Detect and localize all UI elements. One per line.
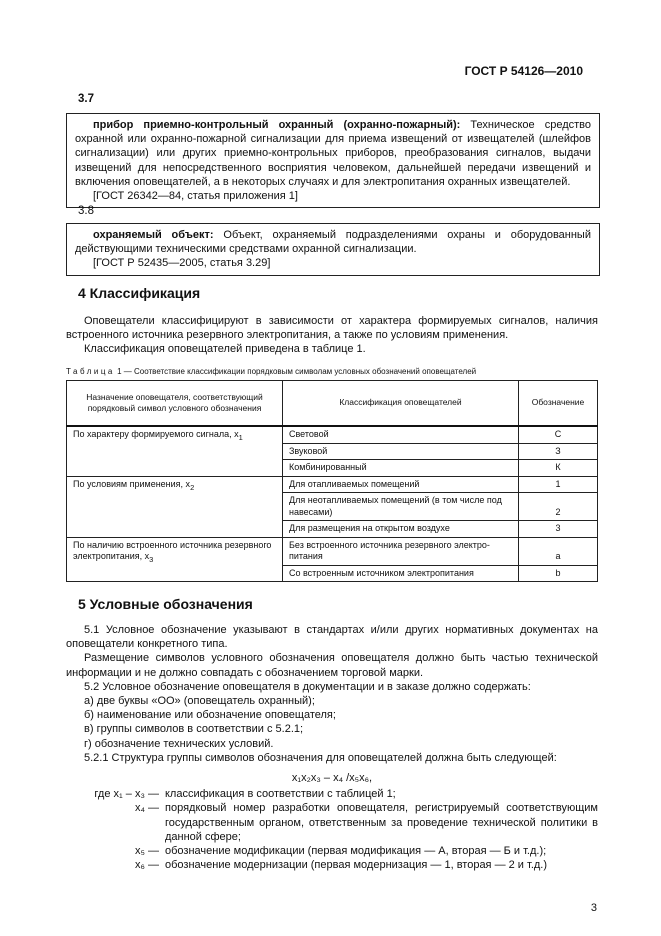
- term-number: 3.8: [78, 205, 94, 217]
- table-cell-designation: 1: [519, 476, 598, 493]
- table-cell-purpose: По условиям применения, $x_2$: [67, 476, 283, 537]
- table-cell-designation: С: [519, 426, 598, 443]
- paragraph: Размещение символов условного обозначения оповещателя должно быть частью технической информации и не должно совпадать с обозначением торговой марки.: [66, 652, 598, 679]
- paragraph: 5.2 Условное обозначение оповещателя в документации и в заказе должно содержать:: [84, 680, 531, 693]
- term-number: 3.7: [78, 93, 94, 105]
- def-value: порядковый номер разработки оповещателя, регистрируемый соответствующим государственным органом, ответственным за проведение технической политики в данной сфере;: [165, 802, 598, 843]
- table-cell-purpose: По характеру формируемого сигнала, $x_1$: [67, 426, 283, 476]
- table-row: [67, 426, 598, 443]
- paragraph: Классификация оповещателей приведена в таблице 1.: [84, 343, 366, 356]
- table-header-row: [67, 381, 598, 427]
- page-number: 3: [590, 902, 597, 914]
- section-4-heading: 4 Классификация: [78, 285, 201, 301]
- paragraph: Оповещатели классифицируют в зависимости от характера формируемых сигналов, наличия встроенного источника резервного электропитания, а также по условиям применения.: [66, 315, 598, 342]
- def-key: x₄ —: [134, 802, 159, 815]
- table-row: [67, 476, 598, 493]
- list-item: в) группы символов в соответствии с 5.2.1;: [84, 723, 304, 736]
- table-cell-classification: Звуковой: [283, 443, 519, 460]
- table-row: [67, 537, 598, 565]
- table-cell-designation: a: [519, 537, 598, 565]
- column-header: Назначение оповещателя, соответствующий порядковый символ условного обозначения: [67, 381, 283, 427]
- term-definition-box: [66, 113, 600, 208]
- table-cell-classification: Для неотапливаемых помещений (в том числе под навесами): [283, 493, 519, 521]
- term-source: [ГОСТ 26342—84, статья приложения 1]: [93, 190, 298, 203]
- table-cell-designation: 3: [519, 521, 598, 538]
- list-item: а) две буквы «ОО» (оповещатель охранный);: [84, 695, 315, 708]
- list-item: г) обозначение технических условий.: [84, 737, 274, 750]
- list-item: б) наименование или обозначение оповещателя;: [84, 709, 336, 722]
- paragraph: 5.2.1 Структура группы символов обозначения для оповещателей должна быть следующей:: [84, 751, 557, 764]
- formula: x₁x₂x₃ – x₄ /x₅x₆,: [291, 772, 373, 785]
- term-source: [ГОСТ Р 52435—2005, статья 3.29]: [93, 257, 271, 270]
- def-value: классификация в соответствии с таблицей 1;: [165, 788, 396, 801]
- def-value: обозначение модификации (первая модификация — А, вторая — Б и т.д.);: [165, 845, 547, 858]
- term-definition-box: [66, 223, 600, 276]
- paragraph: 5.1 Условное обозначение указывают в стандартах и/или других нормативных документах на оповещатели конкретного типа.: [66, 624, 598, 651]
- table-cell-classification: Со встроенным источником электропитания: [283, 565, 519, 582]
- def-key: где x₁ – x₃ —: [94, 788, 159, 801]
- section-4-body: [66, 314, 598, 357]
- table-cell-designation: 2: [519, 493, 598, 521]
- symbol-definitions: [66, 787, 598, 872]
- table-cell-classification: Световой: [283, 426, 519, 443]
- def-key: x₅ —: [135, 845, 159, 858]
- def-key: x₆ —: [135, 859, 159, 872]
- section-5-heading: 5 Условные обозначения: [78, 596, 253, 612]
- table-cell-classification: Без встроенного источника резервного электро-питания: [283, 537, 519, 565]
- section-5-body: [66, 623, 598, 872]
- table-cell-classification: Для размещения на открытом воздухе: [283, 521, 519, 538]
- classification-table: [66, 380, 598, 582]
- column-header: Классификация оповещателей: [283, 381, 519, 427]
- column-header: Обозначение: [519, 381, 598, 427]
- table-cell-designation: b: [519, 565, 598, 582]
- table-cell-designation: К: [519, 460, 598, 477]
- def-value: обозначение модернизации (первая модернизация — 1, вторая — 2 и т.д.): [165, 859, 548, 872]
- term: прибор приемно-контрольный охранный (охранно-пожарный):: [93, 119, 461, 131]
- term: охраняемый объект:: [93, 229, 214, 241]
- document-code: ГОСТ Р 54126—2010: [464, 64, 583, 78]
- definition: Объект, охраняемый подразделениями охраны и оборудованный действующими техническими средствами охранной сигнализации.: [75, 229, 591, 256]
- table-cell-purpose: По наличию встроенного источника резервного электропитания, $x_3$: [67, 537, 283, 582]
- table-cell-classification: Для отапливаемых помещений: [283, 476, 519, 493]
- table-cell-classification: Комбинированный: [283, 460, 519, 477]
- definition: Техническое средство охранной или охранно-пожарной сигнализации для приема извещений от извещателей (шлейфов сигнализации) или других приемно-контрольных приборов, преобразования сигналов, выдачи извещений для непосредственного восприятия человеком, дальнейшей передачи извещений и включения оповещателей, а в некоторых случаях и для электропитания охранных извещателей.: [75, 119, 592, 188]
- table-caption: Таблица 1 — Соответствие классификации порядковым символам условных обозначений оповещателей: [66, 367, 477, 376]
- table-cell-designation: З: [519, 443, 598, 460]
